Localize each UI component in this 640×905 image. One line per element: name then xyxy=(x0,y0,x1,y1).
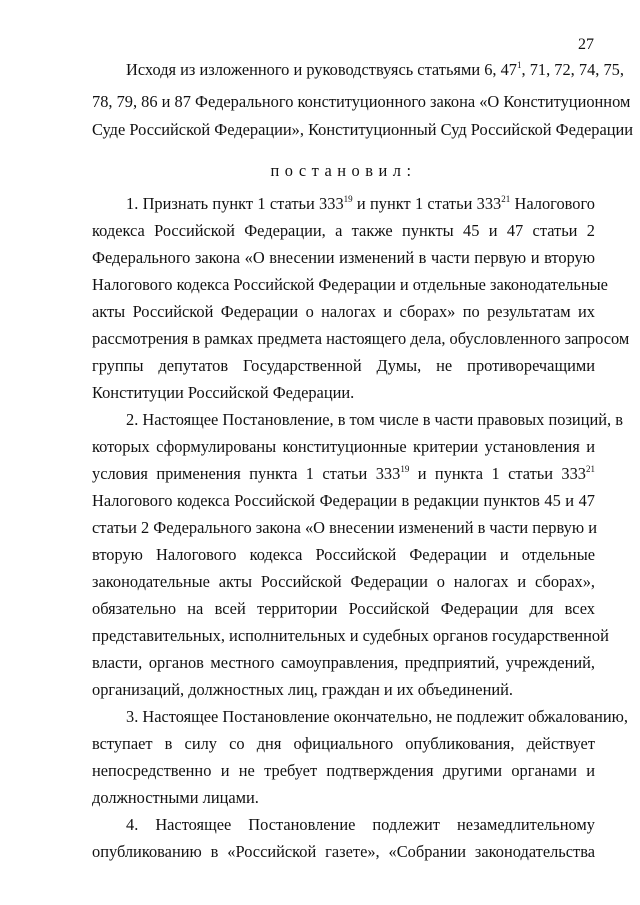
paragraph-3-line: вступает в силу со дня официального опубликования, действует xyxy=(92,734,595,753)
paragraph-2-line: представительных, исполнительных и судебных органов государственной xyxy=(92,626,609,645)
paragraph-1-line: Конституции Российской Федерации. xyxy=(92,383,355,402)
paragraph-2-line: обязательно на всей территории Российской Федерации для всех xyxy=(92,599,595,618)
paragraph-2-line: власти, органов местного самоуправления, предприятий, учреждений, xyxy=(92,653,595,672)
paragraph-1-line: 1. Признать пункт 1 статьи $333^{19}$ и пункт 1 статьи $333^{21}$ Налогового xyxy=(126,194,595,213)
paragraph-2-line: условия применения пункта 1 статьи $333^{19}$ и пункта 1 статьи $333^{21}$ xyxy=(92,464,595,483)
paragraph-4-line: 4. Настоящее Постановление подлежит незамедлительному xyxy=(126,815,595,834)
paragraph-1-line: Налогового кодекса Российской Федерации и отдельные законодательные xyxy=(92,275,608,294)
paragraph-1-line: акты Российской Федерации о налогах и сборах» по результатам их xyxy=(92,302,595,321)
paragraph-1-line: рассмотрения в рамках предмета настоящего дела, обусловленного запросом xyxy=(92,329,630,348)
paragraph-3-line: должностными лицами. xyxy=(92,788,259,807)
paragraph-2-line: Налогового кодекса Российской Федерации в редакции пунктов 45 и 47 xyxy=(92,491,595,510)
paragraph-2-line: вторую Налогового кодекса Российской Федерации и отдельные xyxy=(92,545,595,564)
paragraph-2-line: которых сформулированы конституционные критерии установления и xyxy=(92,437,595,456)
intro-line: Суде Российской Федерации», Конституционный Суд Российской Федерации xyxy=(92,120,634,139)
paragraph-1-line: Федерального закона «О внесении изменений в части первую и вторую xyxy=(92,248,595,267)
intro-line: Исходя из изложенного и руководствуясь статьями 6, $47^1$, 71, 72, 74, 75, xyxy=(126,60,624,79)
paragraph-2-line: организаций, должностных лиц, граждан и их объединений. xyxy=(92,680,513,699)
paragraph-1-line: кодекса Российской Федерации, а также пункты 45 и 47 статьи 2 xyxy=(92,221,595,240)
paragraph-4-line: опубликованию в «Российской газете», «Собрании законодательства xyxy=(92,842,595,861)
paragraph-2-line: 2. Настоящее Постановление, в том числе в части правовых позиций, в xyxy=(126,410,623,429)
paragraph-3-line: 3. Настоящее Постановление окончательно, не подлежит обжалованию, xyxy=(126,707,628,726)
superscript: 1 xyxy=(517,60,522,70)
paragraph-3-line: непосредственно и не требует подтверждения другими органами и xyxy=(92,761,595,780)
decree-heading: постановил: xyxy=(270,161,417,180)
paragraph-2-line: статьи 2 Федерального закона «О внесении изменений в части первую и xyxy=(92,518,597,537)
paragraph-2-line: законодательные акты Российской Федерации о налогах и сборах», xyxy=(92,572,595,591)
page-number: 27 xyxy=(578,36,594,53)
paragraph-1-line: группы депутатов Государственной Думы, не противоречащими xyxy=(92,356,595,375)
intro-line: 78, 79, 86 и 87 Федерального конституционного закона «О Конституционном xyxy=(92,92,631,111)
